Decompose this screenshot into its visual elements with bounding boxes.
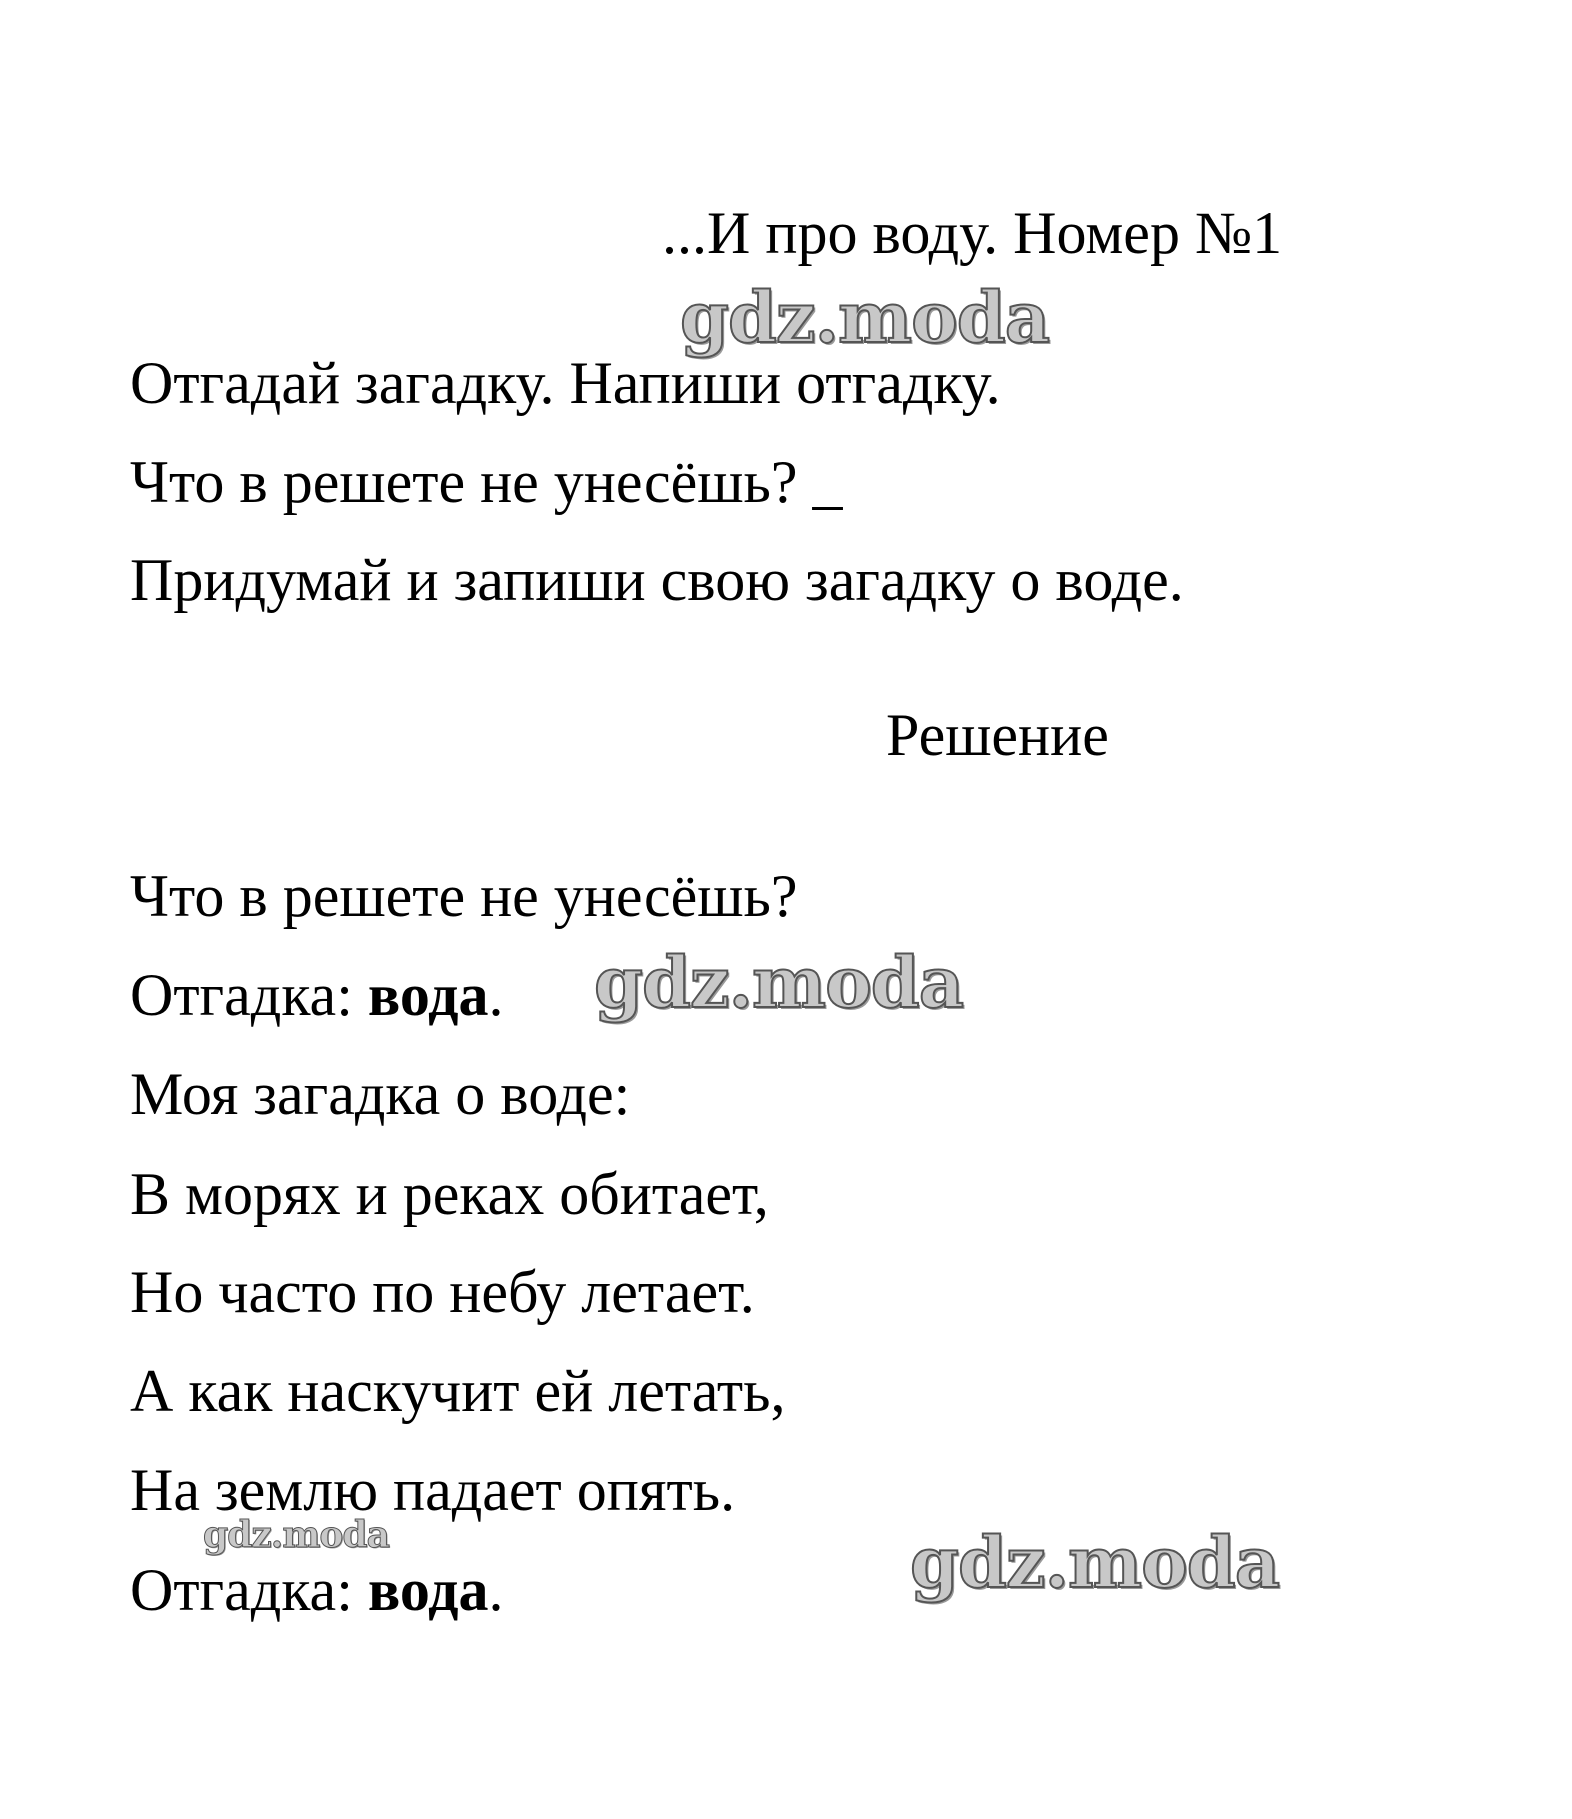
final-answer-label: Отгадка: [130, 1557, 368, 1623]
task-riddle: Что в решете не унесёшь? _ [130, 449, 843, 515]
watermark-logo: gdz.moda [680, 276, 1050, 359]
watermark-logo: gdz.moda [203, 1514, 389, 1556]
riddle-line: В морях и реках обитает, [130, 1161, 769, 1227]
watermark-logo: gdz.moda [910, 1521, 1280, 1604]
final-answer-value: вода [367, 1557, 489, 1623]
solution-answer [130, 962, 504, 1028]
task-instruction-2: Придумай и запиши свою загадку о воде. [130, 547, 1184, 613]
solution-question: Что в решете не унесёшь? [130, 863, 798, 929]
final-answer-end: . [488, 1557, 504, 1623]
page-header: ...И про воду. Номер №1 [662, 200, 1283, 266]
answer-end: . [488, 962, 504, 1028]
answer-value: вода [367, 962, 489, 1028]
solution-title: Решение [886, 702, 1109, 768]
riddle-line: Но часто по небу летает. [130, 1259, 755, 1325]
task-instruction: Отгадай загадку. Напиши отгадку. [130, 350, 1001, 416]
answer-label: Отгадка: [130, 962, 368, 1028]
my-riddle-label: Моя загадка о воде: [130, 1061, 631, 1127]
final-answer [130, 1557, 504, 1623]
watermark-logo: gdz.moda [594, 941, 964, 1024]
riddle-line: На землю падает опять. [130, 1457, 736, 1523]
riddle-line: А как наскучит ей летать, [130, 1358, 786, 1424]
